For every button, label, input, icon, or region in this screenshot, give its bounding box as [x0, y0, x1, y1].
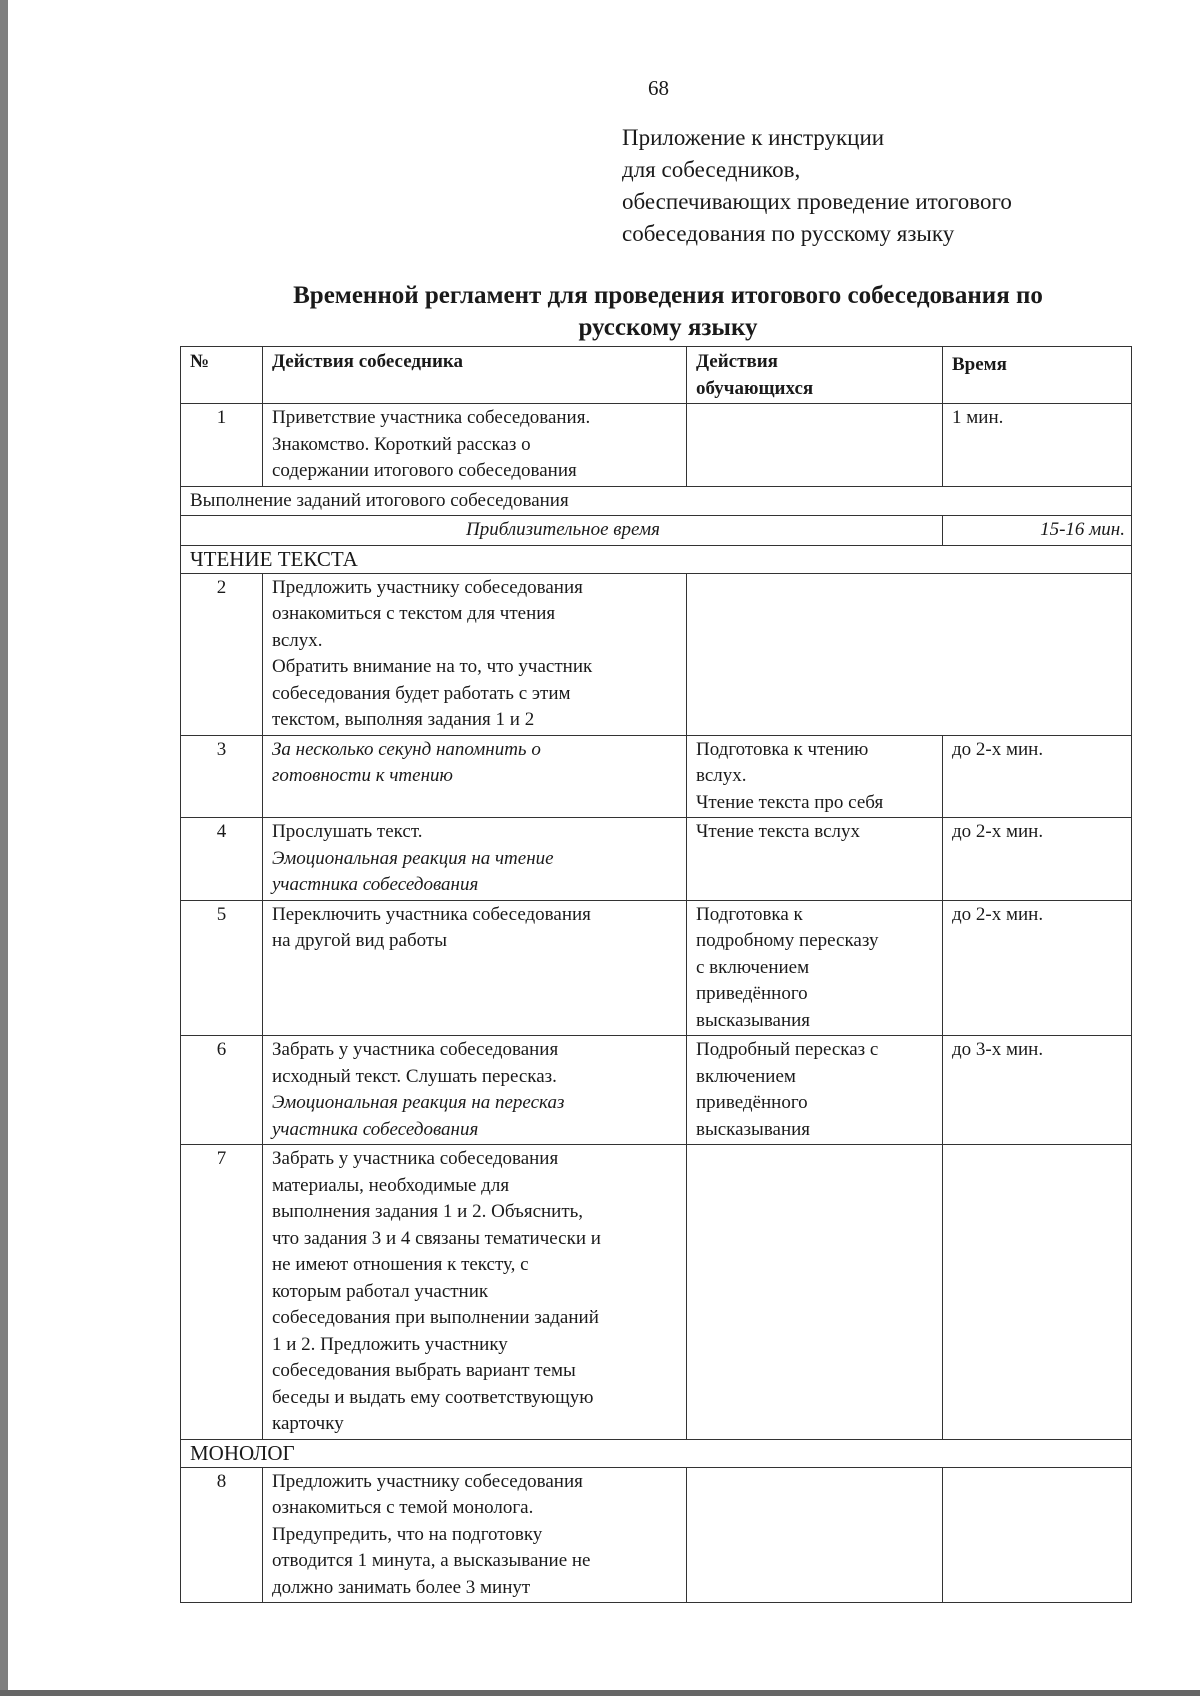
text-line: подробному пересказу	[696, 930, 879, 951]
student-action	[687, 900, 943, 1036]
table-row	[181, 1467, 1132, 1603]
text-line: Предупредить, что на подготовку	[272, 1523, 543, 1545]
student-action	[687, 1036, 943, 1145]
text-line: собеседования выбрать вариант темы	[272, 1360, 576, 1381]
examiner-action	[263, 573, 687, 735]
text-line: беседы и выдать ему соответствующую	[272, 1386, 594, 1408]
row-num: 4	[181, 818, 263, 901]
section-title: МОНОЛОГ	[181, 1439, 1132, 1467]
student-action: Чтение текста вслух	[687, 818, 943, 901]
row-num: 1	[181, 404, 263, 487]
table-row	[181, 404, 1132, 487]
header-students	[687, 347, 943, 404]
text-line: Предложить участнику собеседования	[272, 576, 583, 598]
text-line: вслух.	[696, 765, 747, 786]
appendix-line: собеседования по русскому языку	[622, 221, 955, 246]
time-cell: до 3-х мин.	[943, 1036, 1132, 1145]
text-line: высказывания	[696, 1009, 811, 1031]
text-line: должно занимать более 3 минут	[272, 1576, 531, 1598]
text-line: собеседования будет работать с этим	[272, 682, 571, 704]
text-line: исходный текст. Слушать пересказ.	[272, 1065, 557, 1087]
text-line: собеседования при выполнении заданий	[272, 1307, 599, 1328]
row-num: 6	[181, 1036, 263, 1145]
italic-text-line: участника собеседования	[272, 1118, 479, 1140]
title-line: русскому языку	[578, 314, 758, 341]
row-num: 2	[181, 573, 263, 735]
examiner-action	[263, 1467, 687, 1603]
examiner-action	[263, 735, 687, 818]
table-row	[181, 900, 1132, 1036]
text-line: Обратить внимание на то, что участник	[272, 656, 593, 677]
text-line: Подготовка к	[696, 903, 803, 925]
italic-text-line: участника собеседования	[272, 874, 479, 895]
text-line: Подробный пересказ с	[696, 1039, 879, 1060]
text-line: Подготовка к чтению	[696, 738, 869, 760]
row-num: 8	[181, 1467, 263, 1603]
approx-time-label: Приблизительное время	[181, 516, 943, 546]
header-num: №	[181, 347, 263, 404]
text-line: с включением	[696, 956, 810, 978]
text-line: приведённого	[696, 983, 808, 1004]
text-line: приведённого	[696, 1092, 808, 1113]
text-line: 1 и 2. Предложить участнику	[272, 1333, 508, 1355]
text-line: Прослушать текст.	[272, 821, 423, 842]
appendix-note	[622, 122, 1012, 250]
text-line: Чтение текста про себя	[696, 791, 884, 813]
table-row	[181, 573, 1132, 735]
text-line: вслух.	[272, 629, 323, 651]
text-line: Переключить участника собеседования	[272, 903, 591, 925]
approx-time-row	[181, 516, 1132, 546]
row-num: 3	[181, 735, 263, 818]
student-action	[687, 1145, 943, 1440]
table-row	[181, 1036, 1132, 1145]
time-cell	[943, 1467, 1132, 1603]
student-action	[687, 1467, 943, 1603]
row-num: 7	[181, 1145, 263, 1440]
page-number: 68	[648, 76, 669, 100]
section-row-monologue	[181, 1439, 1132, 1467]
examiner-action	[263, 1145, 687, 1440]
document-title	[228, 280, 1108, 344]
italic-text-line: готовности к чтению	[272, 765, 453, 786]
table-header-row	[181, 347, 1132, 404]
text-line: отводится 1 минута, а высказывание не	[272, 1550, 591, 1571]
text-line: ознакомиться с текстом для чтения	[272, 603, 556, 624]
text-line: содержании итогового собеседования	[272, 460, 577, 481]
appendix-line: для собеседников,	[622, 157, 801, 182]
table-row	[181, 1145, 1132, 1440]
scan-edge	[0, 1690, 1200, 1696]
student-action	[687, 404, 943, 487]
text-line: карточку	[272, 1413, 344, 1434]
time-cell: до 2-х мин.	[943, 735, 1132, 818]
title-line: Временной регламент для проведения итогового собеседования по	[293, 282, 1043, 309]
section-row-tasks	[181, 486, 1132, 516]
appendix-line: Приложение к инструкции	[622, 125, 885, 150]
text-line: материалы, необходимые для	[272, 1174, 510, 1196]
italic-text-line: За несколько секунд напомнить о	[272, 738, 541, 760]
text-line: Предложить участнику собеседования	[272, 1470, 583, 1492]
text-line: Знакомство. Короткий рассказ о	[272, 433, 531, 455]
examiner-action	[263, 404, 687, 487]
text-line: Приветствие участника собеседования.	[272, 407, 591, 428]
table-row	[181, 818, 1132, 901]
examiner-action	[263, 818, 687, 901]
student-action	[687, 735, 943, 818]
schedule-table	[180, 346, 1132, 1603]
header-time-label: Время	[952, 354, 1007, 375]
text-line: что задания 3 и 4 связаны тематически и	[272, 1227, 601, 1249]
header-time	[943, 347, 1132, 404]
section-title: Выполнение заданий итогового собеседования	[181, 486, 1132, 516]
section-title: ЧТЕНИЕ ТЕКСТА	[181, 545, 1132, 573]
text-line: ознакомиться с темой монолога.	[272, 1497, 534, 1518]
text-line: Забрать у участника собеседования	[272, 1148, 559, 1169]
document-page	[8, 0, 1200, 1690]
text-line: Забрать у участника собеседования	[272, 1039, 559, 1060]
appendix-line: обеспечивающих проведение итогового	[622, 189, 1012, 214]
text-line: высказывания	[696, 1118, 811, 1140]
italic-text-line: Эмоциональная реакция на пересказ	[272, 1092, 565, 1113]
time-cell: 1 мин.	[943, 404, 1132, 487]
text-line: текстом, выполняя задания 1 и 2	[272, 709, 535, 730]
time-cell: до 2-х мин.	[943, 900, 1132, 1036]
examiner-action	[263, 1036, 687, 1145]
table-row	[181, 735, 1132, 818]
header-students-line: обучающихся	[696, 377, 814, 399]
text-line: не имеют отношения к тексту, с	[272, 1254, 529, 1275]
header-students-line: Действия	[696, 351, 778, 372]
time-cell	[943, 1145, 1132, 1440]
text-line: которым работал участник	[272, 1280, 489, 1302]
header-examiner: Действия собеседника	[263, 347, 687, 404]
text-line: на другой вид работы	[272, 930, 447, 951]
approx-time-value: 15-16 мин.	[943, 516, 1132, 546]
section-row-reading	[181, 545, 1132, 573]
italic-text-line: Эмоциональная реакция на чтение	[272, 847, 554, 869]
text-line: включением	[696, 1065, 796, 1087]
row-num: 5	[181, 900, 263, 1036]
text-line: выполнения задания 1 и 2. Объяснить,	[272, 1201, 584, 1222]
empty-merged-cell	[687, 573, 1132, 735]
time-cell: до 2-х мин.	[943, 818, 1132, 901]
examiner-action	[263, 900, 687, 1036]
